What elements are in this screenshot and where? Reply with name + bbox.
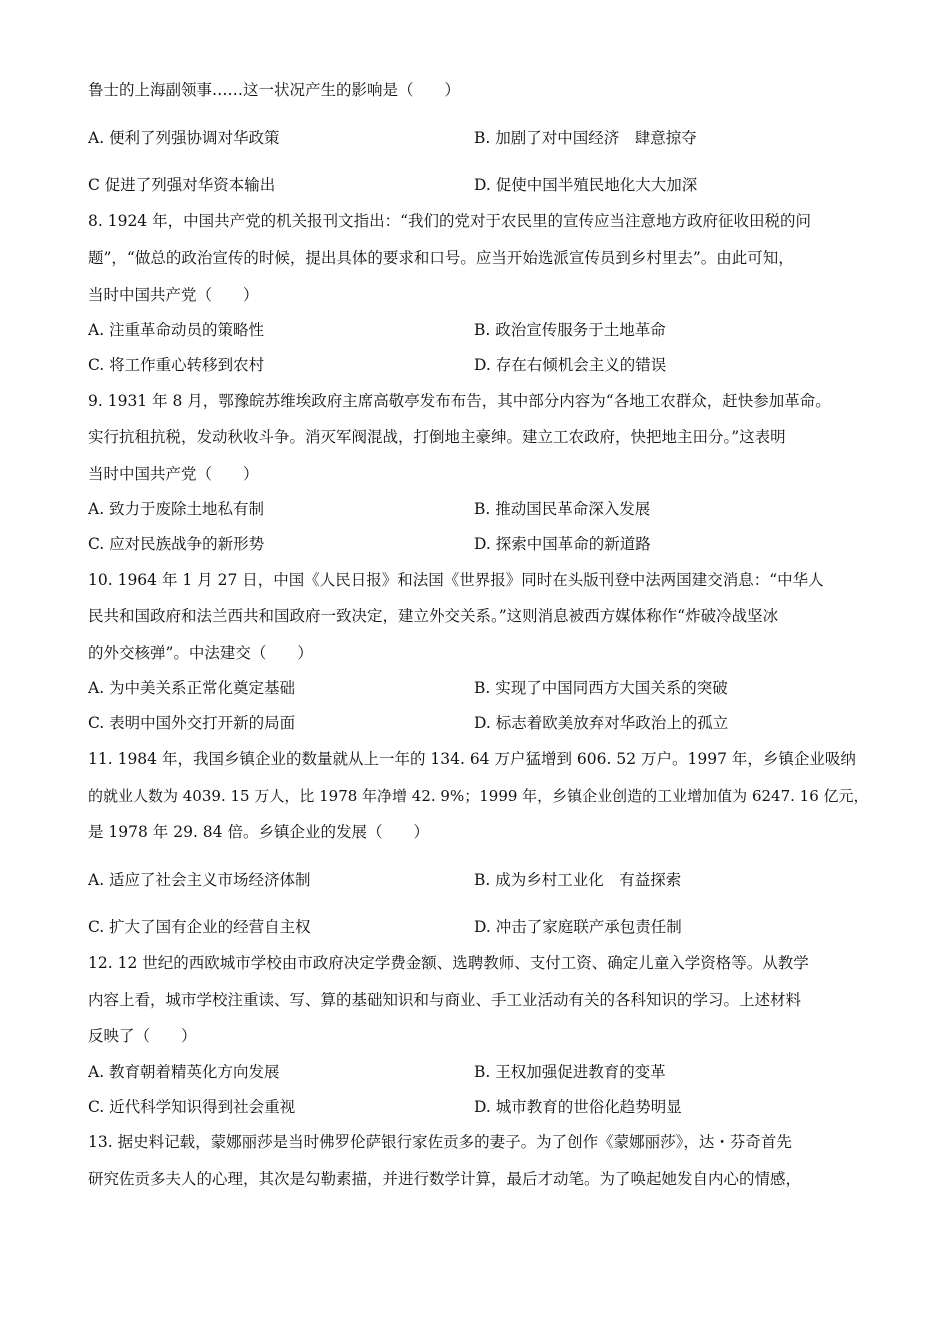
q10-stem-line-3: 的外交核弹”。中法建交（ ）	[88, 644, 313, 662]
q11-stem-line-2: 的就业人数为 4039. 15 万人，比 1978 年净增 42. 9%；1999 年，乡镇企业创造的工业增加值为 6247. 16 亿元，	[88, 787, 869, 805]
q7-stem-tail: 鲁士的上海副领事……这一状况产生的影响是（ ）	[88, 81, 461, 99]
q9-option-b: B. 推动国民革命深入发展	[474, 500, 651, 518]
q10-option-b: B. 实现了中国同西方大国关系的突破	[474, 679, 728, 697]
q13-stem-line-1: 13. 据史料记载，蒙娜丽莎是当时佛罗伦萨银行家佐贡多的妻子。为了创作《蒙娜丽莎》，达・芬奇首先	[88, 1133, 792, 1151]
q10-option-a: A. 为中美关系正常化奠定基础	[88, 679, 296, 697]
q12-stem-line-3: 反映了（ ）	[88, 1027, 197, 1045]
q10-option-c: C. 表明中国外交打开新的局面	[88, 714, 296, 732]
q13-stem-line-2: 研究佐贡多夫人的心理，其次是勾勒素描，并进行数学计算，最后才动笔。为了唤起她发自内心的情感，	[88, 1170, 802, 1188]
q10-stem-line-1: 10. 1964 年 1 月 27 日，中国《人民日报》和法国《世界报》同时在头版刊登中法两国建交消息：“中华人	[88, 571, 824, 589]
q12-option-d: D. 城市教育的世俗化趋势明显	[474, 1098, 682, 1116]
q7-option-b: B. 加剧了对中国经济 肆意掠夺	[474, 129, 697, 147]
q12-stem-line-2: 内容上看，城市学校注重读、写、算的基础知识和与商业、手工业活动有关的各科知识的学习。上述材料	[88, 991, 802, 1009]
q7-option-a: A. 便利了列强协调对华政策	[88, 129, 280, 147]
q8-option-d: D. 存在右倾机会主义的错误	[474, 356, 667, 374]
q12-option-b: B. 王权加强促进教育的变革	[474, 1063, 666, 1081]
q9-option-c: C. 应对民族战争的新形势	[88, 535, 265, 553]
q8-option-a: A. 注重革命动员的策略性	[88, 321, 265, 339]
q11-option-c: C. 扩大了国有企业的经营自主权	[88, 918, 311, 936]
q11-stem-line-3: 是 1978 年 29. 84 倍。乡镇企业的发展（ ）	[88, 823, 429, 841]
q10-option-d: D. 标志着欧美放弃对华政治上的孤立	[474, 714, 729, 732]
q8-option-c: C. 将工作重心转移到农村	[88, 356, 265, 374]
q11-option-d: D. 冲击了家庭联产承包责任制	[474, 918, 682, 936]
q7-option-d: D. 促使中国半殖民地化大大加深	[474, 176, 698, 194]
q11-option-a: A. 适应了社会主义市场经济体制	[88, 871, 311, 889]
q11-option-b: B. 成为乡村工业化 有益探索	[474, 871, 682, 889]
q8-stem-line-3: 当时中国共产党（ ）	[88, 286, 259, 304]
q10-stem-line-2: 民共和国政府和法兰西共和国政府一致决定，建立外交关系。”这则消息被西方媒体称作“炸破冷战坚冰	[88, 607, 779, 625]
q12-stem-line-1: 12. 12 世纪的西欧城市学校由市政府决定学费金额、选聘教师、支付工资、确定儿童入学资格等。从教学	[88, 954, 809, 972]
q9-stem-line-3: 当时中国共产党（ ）	[88, 465, 259, 483]
q9-stem-line-1: 9. 1931 年 8 月，鄂豫皖苏维埃政府主席高敬亭发布布告，其中部分内容为“各地工农群众，赶快参加革命。	[88, 392, 831, 410]
q9-option-d: D. 探索中国革命的新道路	[474, 535, 651, 553]
q11-stem-line-1: 11. 1984 年，我国乡镇企业的数量就从上一年的 134. 64 万户猛增到 606. 52 万户。1997 年，乡镇企业吸纳	[88, 750, 856, 768]
q12-option-a: A. 教育朝着精英化方向发展	[88, 1063, 280, 1081]
q7-option-c: C 促进了列强对华资本输出	[88, 176, 276, 194]
q12-option-c: C. 近代科学知识得到社会重视	[88, 1098, 296, 1116]
q9-stem-line-2: 实行抗租抗税，发动秋收斗争。消灭军阀混战，打倒地主豪绅。建立工农政府，快把地主田分。”这表明	[88, 428, 786, 446]
q8-stem-line-2: 题”，“做总的政治宣传的时候，提出具体的要求和口号。应当开始选派宣传员到乡村里去”。由此可知，	[88, 249, 794, 267]
q8-stem-line-1: 8. 1924 年，中国共产党的机关报刊文指出：“我们的党对于农民里的宣传应当注意地方政府征收田税的问	[88, 212, 812, 230]
q8-option-b: B. 政治宣传服务于土地革命	[474, 321, 666, 339]
q9-option-a: A. 致力于废除土地私有制	[88, 500, 265, 518]
